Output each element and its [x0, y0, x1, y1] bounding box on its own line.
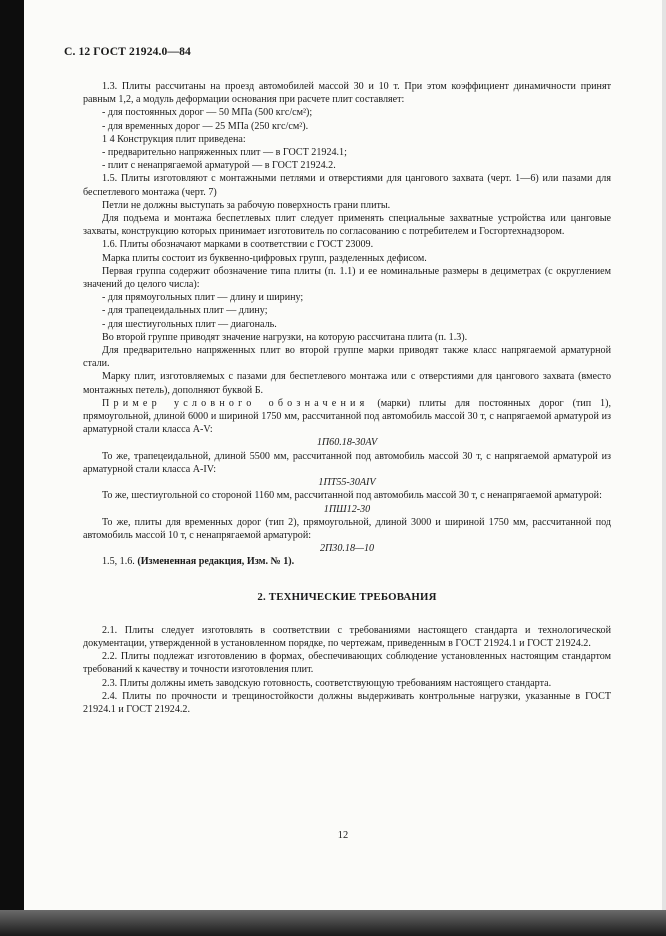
page-number: 12	[337, 830, 349, 841]
paragraph-1-5: 1.5. Плиты изготовляют с монтажными петлями и отверстиями для цангового захвата (черт. 1—6) или пазами для беспетлевого монтажа (черт. 7)	[83, 173, 611, 198]
page-header: С. 12 ГОСТ 21924.0—84	[64, 45, 191, 58]
paragraph: Во второй группе приводят значение нагрузки, на которую рассчитана плита (п. 1.3).	[102, 331, 468, 343]
paragraph: То же, шестиугольной со стороной 1160 мм, рассчитанной под автомобиль массой 30 т, с ненапрягаемой арматурой:	[102, 490, 602, 502]
list-item: - для постоянных дорог — 50 МПа (500 кгс/см²);	[102, 107, 313, 119]
paragraph: То же, трапецеидальной, длиной 5500 мм, рассчитанной под автомобиль массой 30 т, с напрягаемой арматурой из арматурной стали класса А-IV:	[83, 450, 611, 475]
section-title: 2. ТЕХНИЧЕСКИЕ ТРЕБОВАНИЯ	[257, 590, 437, 603]
paragraph-2-4: 2.4. Плиты по прочности и трещиностойкости должны выдерживать контрольные нагрузки, указанные в ГОСТ 21924.1 и ГОСТ 21924.2.	[83, 690, 611, 715]
scan-edge-bottom	[0, 910, 666, 936]
example-paragraph	[83, 397, 611, 437]
paragraph: Для предварительно напряженных плит во второй группе марки приводят также класс напрягаемой арматурной стали.	[83, 345, 611, 370]
paragraph: То же, плиты для временных дорог (тип 2), прямоугольной, длиной 3000 и шириной 1750 мм, рассчитанной под автомобиль массой 10 т, с ненапрягаемой арматурой:	[83, 516, 611, 541]
paragraph: Петли не должны выступать за рабочую поверхность грани плиты.	[102, 199, 391, 211]
revision-label: (Измененная редакция, Изм. № 1).	[137, 556, 295, 568]
mark-example: 1ПШ12-30	[323, 503, 371, 515]
mark-example: 1П60.18-30AV	[316, 437, 378, 449]
list-item: - плит с ненапрягаемой арматурой — в ГОСТ 21924.2.	[102, 160, 336, 172]
paragraph-2-2: 2.2. Плиты подлежат изготовлению в формах, обеспечивающих соблюдение установленных настоящим стандартом требований к качеству и точности изготовления плит.	[83, 651, 611, 676]
paragraph: Для подъема и монтажа беспетлевых плит следует применять специальные захватные устройства или цанговые захваты, конструкцию которых принимает изготовитель по согласованию с потребителем и Госгортехнадзором.	[83, 213, 611, 238]
paragraph-2-1: 2.1. Плиты следует изготовлять в соответствии с требованиями настоящего стандарта и технологической документации, утвержденной в установленном порядке, по чертежам, приведенным в ГОСТ 21924.1 и ГОСТ 21924.2.	[83, 624, 611, 649]
document-body	[83, 80, 611, 716]
list-item: - для трапецеидальных плит — длину;	[102, 305, 268, 317]
mark-example: 1ПТ55-30AIV	[318, 477, 376, 489]
paragraph: Марка плиты состоит из буквенно-цифровых групп, разделенных дефисом.	[102, 252, 427, 264]
scan-edge-right	[662, 0, 666, 936]
mark-example: 2П30.18—10	[319, 543, 375, 555]
example-label: Пример условного обозначения	[102, 397, 369, 409]
paragraph-1-3: 1.3. Плиты рассчитаны на проезд автомобилей массой 30 и 10 т. При этом коэффициент динамичности принят равным 1,2, а модуль деформации основания при расчете плит составляет:	[83, 81, 611, 106]
paragraph: Марку плит, изготовляемых с пазами для беспетлевого монтажа или с отверстиями для цангового захвата (вместо монтажных петель), дополняют буквой Б.	[83, 371, 611, 396]
list-item: - для прямоугольных плит — длину и ширину;	[102, 292, 304, 304]
list-item: - предварительно напряженных плит — в ГОСТ 21924.1;	[102, 147, 347, 159]
example-text: (марки) плиты для постоянных дорог (тип 1), прямоугольной, длиной 6000 и шириной 1750 мм, рассчитанной под автомобиль массой 30 т, с напрягаемой арматурой из арматурной стали класса А-V:	[83, 397, 611, 436]
paragraph-2-3: 2.3. Плиты должны иметь заводскую готовность, соответствующую требованиям настоящего стандарта.	[102, 677, 552, 689]
paragraph-1-4: 1 4 Конструкция плит приведена:	[102, 133, 246, 145]
scan-edge-left	[0, 0, 24, 936]
paragraph: Первая группа содержит обозначение типа плиты (п. 1.1) и ее номинальные размеры в дециметрах (с округлением значений до целого числа):	[83, 265, 611, 291]
list-item: - для шестиугольных плит — диагональ.	[102, 318, 277, 330]
list-item: - для временных дорог — 25 МПа (250 кгс/см²).	[102, 120, 309, 132]
revision-note	[83, 555, 611, 568]
paragraph-1-6: 1.6. Плиты обозначают марками в соответствии с ГОСТ 23009.	[102, 239, 374, 251]
revision-ref: 1.5, 1.6.	[102, 556, 138, 568]
